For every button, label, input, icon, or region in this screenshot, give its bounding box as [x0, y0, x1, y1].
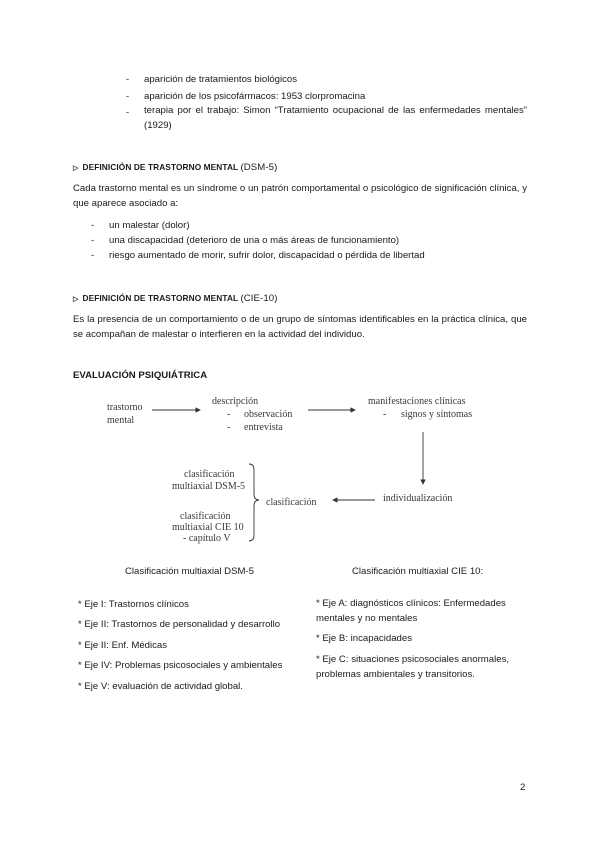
list-dash: - [91, 235, 95, 246]
diagram-dash: - [383, 409, 387, 420]
diagram-observacion: observación [244, 409, 293, 420]
diagram-clas-dsm-2: multiaxial DSM-5 [172, 481, 246, 492]
list-dash: - [91, 220, 95, 231]
dsm5-axes-title: Clasificación multiaxial DSM-5 [125, 566, 255, 577]
list-item: * Eje V: evaluación de actividad global. [78, 681, 243, 692]
list-item: * Eje II: Trastornos de personalidad y desarrollo [78, 619, 281, 630]
section-heading-cie10: ▷ DEFINICIÓN DE TRASTORNO MENTAL (CIE-10) [73, 293, 278, 304]
list-dash: - [126, 107, 130, 118]
diagram-entrevista: entrevista [244, 422, 283, 433]
diagram-manifestaciones: manifestaciones clínicas [368, 396, 466, 407]
list-dash: - [91, 250, 95, 261]
list-item: * Eje C: situaciones psicosociales anormales, problemas ambientales y transitorios. [316, 654, 510, 680]
list-item: terapia por el trabajo: Simon “Tratamiento ocupacional de las enfermedades mentales” (1929) [144, 105, 527, 131]
diagram-individualizacion: individualización [383, 493, 453, 504]
list-item: riesgo aumentado de morir, sufrir dolor, discapacidad o pérdida de libertad [109, 250, 425, 261]
list-item: aparición de tratamientos biológicos [144, 74, 298, 85]
list-dash: - [126, 74, 130, 85]
list-item: * Eje A: diagnósticos clínicos: Enfermedades mentales y no mentales [316, 598, 506, 624]
cie10-axes-title: Clasificación multiaxial CIE 10: [352, 566, 484, 577]
list-item: una discapacidad (deterioro de una o más áreas de funcionamiento) [109, 235, 400, 246]
triangle-icon: ▷ [73, 165, 79, 172]
list-item: * Eje II: Enf. Médicas [78, 640, 168, 651]
section-heading-evaluacion: EVALUACIÓN PSIQUIÁTRICA [73, 370, 208, 381]
diagram-descripcion: descripción [212, 396, 259, 407]
cie10-paragraph: Es la presencia de un comportamiento o de un grupo de síntomas identificables en la práctica clínica, que se acompañan de malestar o interfieren en la actividad del individuo. [73, 314, 527, 340]
list-dash: - [126, 91, 130, 102]
diagram-dash: - [227, 422, 231, 433]
curly-brace [249, 464, 259, 541]
diagram-clas-cie-2: multiaxial CIE 10 [172, 522, 244, 533]
diagram-dash: - [227, 409, 231, 420]
diagram-clasificacion: clasificación [266, 497, 317, 508]
page-number: 2 [520, 782, 526, 793]
diagram-clas-cie-3: - capítulo V [183, 533, 231, 544]
triangle-icon: ▷ [73, 296, 79, 303]
diagram-trastorno: trastorno [107, 402, 143, 413]
list-item: aparición de los psicofármacos: 1953 clorpromacina [144, 91, 366, 102]
dsm5-paragraph: Cada trastorno mental es un síndrome o un patrón comportamental o psicológico de significación clínica, y que aparece asociado a: [73, 183, 527, 209]
diagram-signos: signos y síntomas [401, 409, 473, 420]
diagram-clas-cie-1: clasificación [180, 511, 231, 522]
diagram-clas-dsm-1: clasificación [184, 469, 235, 480]
diagram-mental: mental [107, 415, 135, 426]
section-heading-dsm5: ▷ DEFINICIÓN DE TRASTORNO MENTAL (DSM-5) [73, 162, 278, 173]
list-item: un malestar (dolor) [109, 220, 190, 231]
list-item: * Eje B: incapacidades [316, 633, 412, 644]
list-item: * Eje I: Trastornos clínicos [78, 599, 189, 610]
list-item: * Eje IV: Problemas psicosociales y ambientales [78, 660, 283, 671]
